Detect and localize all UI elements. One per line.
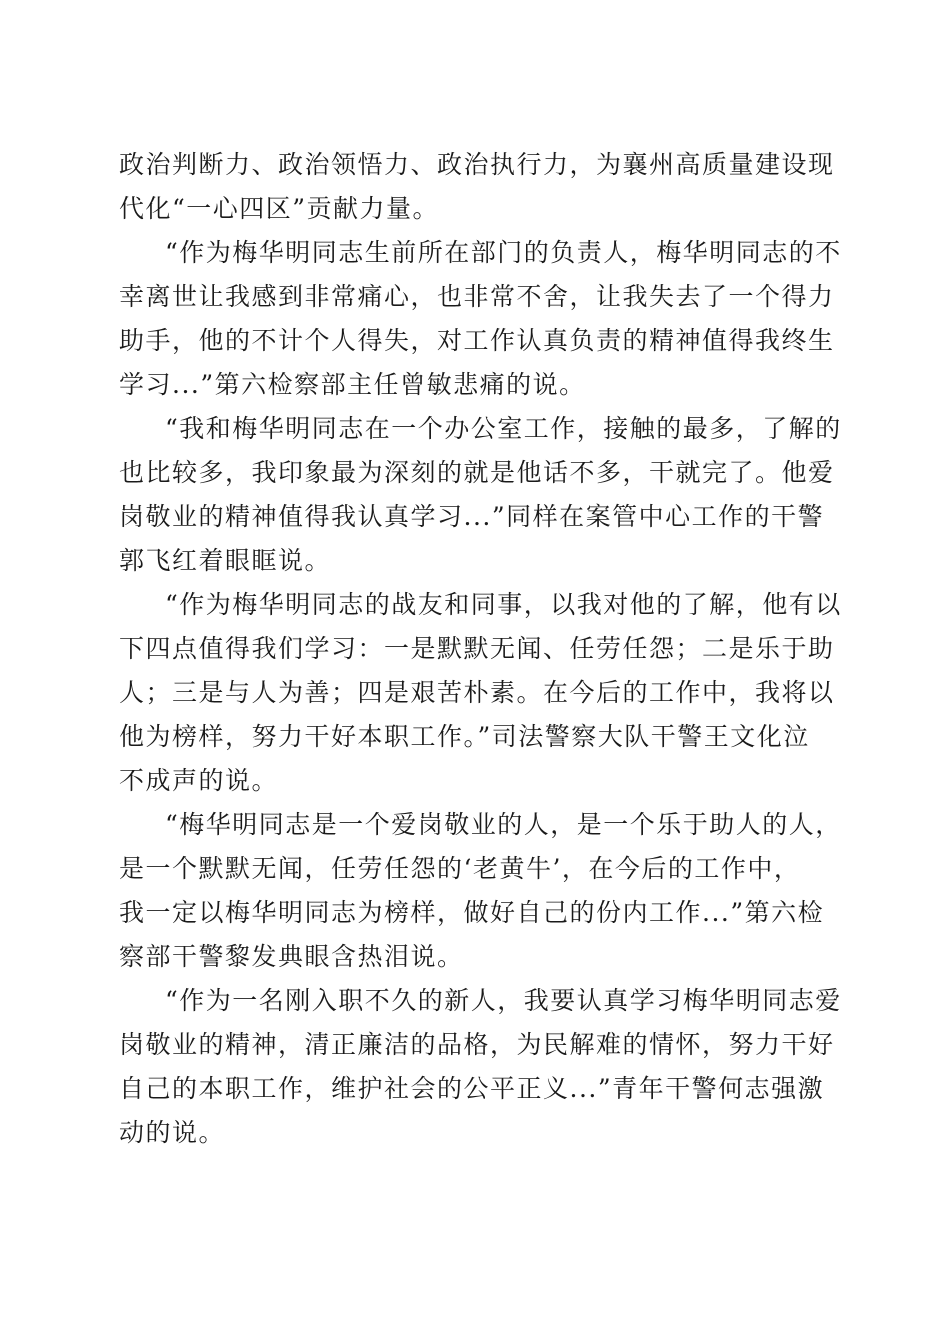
text-line: 岗敬业的精神值得我认真学习...”同样在案管中心工作的干警 (119, 502, 825, 531)
text-line: 人；三是与人为善；四是艰苦朴素。在今后的工作中，我将以 (119, 678, 835, 707)
text-line: “我和梅华明同志在一个办公室工作，接触的最多，了解的 (165, 414, 842, 443)
paragraph-2 (119, 234, 842, 404)
paragraph-6 (119, 982, 842, 1152)
text-line: “梅华明同志是一个爱岗敬业的人，是一个乐于助人的人， (165, 810, 842, 839)
text-line: 自己的本职工作，维护社会的公平正义...”青年干警何志强激 (119, 1074, 825, 1103)
paragraph-5 (119, 806, 842, 976)
text-line: 代化“一心四区”贡献力量。 (119, 194, 440, 223)
text-line: 学习...”第六检察部主任曾敏悲痛的说。 (119, 370, 586, 399)
text-line: 他为榜样，努力干好本职工作。”司法警察大队干警王文化泣 (119, 722, 810, 751)
text-line: 岗敬业的精神，清正廉洁的品格，为民解难的情怀，努力干好 (119, 1030, 835, 1059)
text-line: 也比较多，我印象最为深刻的就是他话不多，干就完了。他爱 (119, 458, 835, 487)
text-line: 不成声的说。 (119, 766, 279, 795)
text-line: 察部干警黎发典眼含热泪说。 (119, 942, 464, 971)
paragraph-1 (119, 146, 835, 228)
text-line: “作为梅华明同志的战友和同事，以我对他的了解，他有以 (165, 590, 842, 619)
text-line: 幸离世让我感到非常痛心，也非常不舍，让我失去了一个得力 (119, 282, 835, 311)
text-line: 郭飞红着眼眶说。 (119, 546, 332, 575)
text-line: 政治判断力、政治领悟力、政治执行力，为襄州高质量建设现 (119, 150, 835, 179)
paragraph-3 (119, 410, 842, 580)
text-line: 是一个默默无闻，任劳任怨的‘老黄牛’，在今后的工作中， (119, 854, 801, 883)
text-line: “作为梅华明同志生前所在部门的负责人，梅华明同志的不 (165, 238, 842, 267)
paragraph-4 (119, 586, 842, 800)
text-line: 动的说。 (119, 1118, 226, 1147)
text-line: 我一定以梅华明同志为榜样，做好自己的份内工作...”第六检 (119, 898, 825, 927)
text-line: 助手，他的不计个人得失，对工作认真负责的精神值得我终生 (119, 326, 835, 355)
text-line: 下四点值得我们学习：一是默默无闻、任劳任怨；二是乐于助 (119, 634, 835, 663)
text-line: “作为一名刚入职不久的新人，我要认真学习梅华明同志爱 (165, 986, 842, 1015)
document-body (119, 146, 842, 1158)
